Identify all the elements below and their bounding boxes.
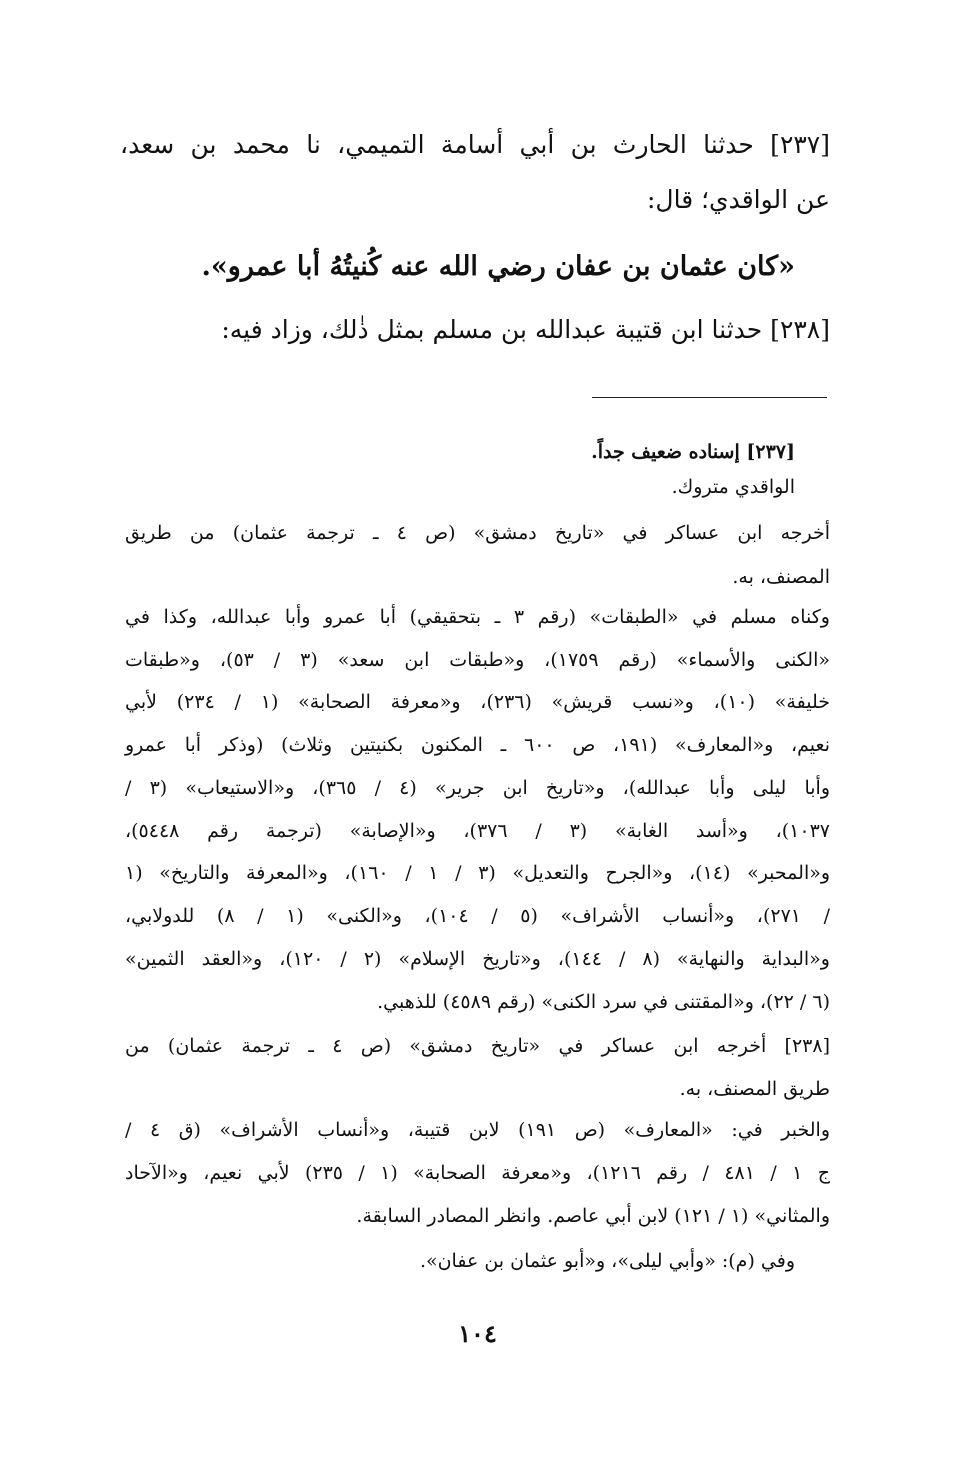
footnote-kunya-line-2: «الكنى والأسماء» (رقم ١٧٥٩)، و«طبقات ابن سعد» (٣ / ٥٣)، و«طبقات (125, 649, 830, 671)
footnote-237-source-2: المصنف، به. (732, 566, 830, 588)
footnote-kunya-line-8: / ٢٧١)، و«أنساب الأشراف» (٥ / ١٠٤)، و«الكنى» (١ / ٨) للدولابي، (125, 905, 830, 927)
main-text-line-237: [٢٣٧] حدثنا الحارث بن أبي أسامة التميمي، نا محمد بن سعد، (120, 130, 830, 159)
footnote-kunya-line-4: نعيم، و«المعارف» (١٩١، ص ٦٠٠ ـ المكنون بكنيتين وثلاث) (وذكر أبا عمرو (125, 734, 830, 756)
footnote-separator (592, 397, 827, 398)
footnote-kunya-line-7: و«المحبر» (١٤)، و«الجرح والتعديل» (٣ / ١ / ١٦٠)، و«المعرفة والتاريخ» (١ (125, 862, 831, 884)
footnote-report-line-1: والخبر في: «المعارف» (ص ١٩١) لابن قتيبة، و«أنساب الأشراف» (ق ٤ / (125, 1119, 830, 1141)
footnote-kunya-line-3: خليفة» (١٠)، و«نسب قريش» (٢٣٦)، و«معرفة الصحابة» (١ / ٢٣٤) لأبي (125, 691, 830, 713)
footnote-237-grade: [٢٣٧] إسناده ضعيف جداً. (591, 441, 795, 463)
page-number: ١٠٤ (458, 1319, 497, 1348)
footnote-238-source-1: [٢٣٨] أخرجه ابن عساكر في «تاريخ دمشق» (ص ٤ ـ ترجمة عثمان) من (125, 1035, 831, 1057)
footnote-report-line-2: ج ١ / ٤٨١ / رقم ١٢١٦)، و«معرفة الصحابة» (١ / ٢٣٥) لأبي نعيم، و«الآحاد (125, 1162, 830, 1184)
main-text-line-continuation: عن الواقدي؛ قال: (646, 185, 830, 214)
footnote-kunya-line-1: وكناه مسلم في «الطبقات» (رقم ٣ ـ بتحقيقي) أبا عمرو وأبا عبدالله، وكذا في (125, 606, 830, 628)
footnote-report-line-3: والمثاني» (١ / ١٢١) لابن أبي عاصم. وانظر المصادر السابقة. (356, 1205, 830, 1227)
footnote-kunya-line-6: ١٠٣٧)، و«أسد الغابة» (٣ / ٣٧٦)، و«الإصابة» (ترجمة رقم ٥٤٤٨)، (125, 820, 830, 842)
footnote-kunya-line-5: وأبا ليلى وأبا عبدالله)، و«تاريخ ابن جرير» (٤ / ٣٦٥)، و«الاستيعاب» (٣ / (125, 777, 830, 799)
footnote-237-narrator: الواقدي متروك. (671, 476, 795, 498)
main-text-line-238: [٢٣٨] حدثنا ابن قتيبة عبدالله بن مسلم بمثل ذٰلك، وزاد فيه: (221, 315, 830, 344)
footnote-kunya-line-9: و«البداية والنهاية» (٨ / ١٤٤)، و«تاريخ الإسلام» (٢ / ١٢٠)، و«العقد الثمين» (125, 948, 830, 970)
footnote-238-source-2: طريق المصنف، به. (679, 1078, 830, 1100)
footnote-manuscript-variant: وفي (م): «وأبي ليلى»، و«أبو عثمان بن عفان». (419, 1250, 795, 1272)
footnote-kunya-line-10: (٦ / ٢٢)، و«المقتنى في سرد الكنى» (رقم ٤٥٨٩) للذهبي. (377, 991, 830, 1013)
footnote-237-source-1: أخرجه ابن عساكر في «تاريخ دمشق» (ص ٤ ـ ترجمة عثمان) من طريق (125, 522, 831, 544)
quoted-text: «كان عثمان بن عفان رضي الله عنه كُنيتُهُ أبا عمرو». (201, 251, 795, 282)
